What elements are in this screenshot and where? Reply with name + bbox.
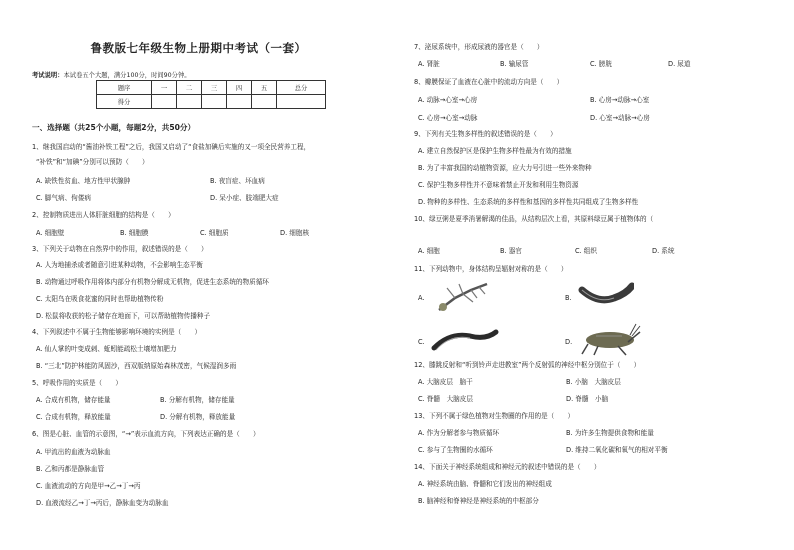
option-b: B. 为许多生物提供食物和能量 [566,429,654,437]
option-d: D. 呆小症、肢端肥大症 [210,194,279,202]
table-cell: 五 [252,81,277,95]
option-c: C. 血液流动的方向是甲→乙→丁→丙 [36,482,141,490]
option-c: C. 太阳鸟在吸食花蜜的同时也帮助植物传粉 [36,295,164,303]
table-cell: 得分 [97,95,152,109]
option-b: B. [565,294,572,302]
option-b: B. 分解有机物，储存能量 [160,396,235,404]
table-cell: 一 [152,81,177,95]
option-c: C. 脚气病、佝偻病 [36,194,91,202]
option-d: D. 尿道 [668,60,691,68]
option-a: A. 建立自然保护区是保护生物多样性最为有效的措施 [418,147,572,155]
exam-title: 鲁教版七年级生物上册期中考试（一套） [90,41,307,55]
question-1: 1、继我国启动的“酱油补铁工程”之后，我国又启动了“食盐加碘后实施的又一项全民营养工程， [32,143,311,151]
option-a: A. 细胞壁 [36,229,65,237]
table-cell [177,95,202,109]
earthworm-image [430,326,500,354]
option-a: A. 大脑皮层 脑干 [418,378,473,386]
option-b: B. “三北”防护林能防风固沙，西双版纳原始森林茂密，气候湿润多雨 [36,362,237,370]
option-c: C. 脊髓 大脑皮层 [418,395,473,403]
exam-note [32,70,191,79]
question-1-cont: “补铁”和“加碘”分别可以预防（ ） [36,158,149,166]
table-cell [277,95,326,109]
grasshopper-image [578,322,644,356]
question-10: 10、绿豆粥是夏季消暑解渴的佳品，从结构层次上看，其原料绿豆属于植物体的（ [414,215,654,223]
option-d: D. 维持二氧化碳和氧气的相对平衡 [566,446,668,454]
question-8: 8、瓣膜保证了血液在心脏中的流动方向是（ ） [414,78,564,86]
option-d: D. 心室→动脉→心房 [590,114,650,122]
option-c: C. 参与了生物圈的水循环 [418,446,493,454]
question-2: 2、控制物质进出人体肝脏细胞的结构是（ ） [32,211,175,219]
option-a: A. 合成有机物，储存能量 [36,396,111,404]
option-a: A. 仙人掌的叶变成刺、蚯蚓能疏松土壤增加肥力 [36,345,177,353]
option-d: D. 血液流经乙→丁→丙后，静脉血变为动脉血 [36,499,169,507]
option-b: B. 动物通过呼吸作用将体内部分有机物分解成无机物，促进生态系统的物质循环 [36,278,269,286]
question-5: 5、呼吸作用的实质是（ ） [32,379,122,387]
option-c: C. 膀胱 [590,60,612,68]
table-row [97,81,326,95]
option-d: D. 细胞核 [280,229,310,237]
score-table [96,80,326,109]
note-text: 本试卷五个大题，满分100分，时间90分钟。 [63,72,191,79]
option-d: D. 脊髓 小脑 [566,395,609,403]
question-12: 12、膝跳反射和“听到铃声走进教室”两个反射弧的神经中枢分别位于（ ） [414,361,641,369]
section-heading: 一、选择题（共25个小题，每题2分，共50分） [32,123,196,132]
table-cell: 题序 [97,81,152,95]
option-b: B. 脑神经和脊神经是神经系统的中枢部分 [418,497,539,505]
option-c: C. 组织 [575,247,597,255]
option-c: C. 合成有机物，释放能量 [36,413,111,421]
option-a: A. 缺铁性贫血、地方性甲状腺肿 [36,177,131,185]
option-a: A. 动脉→心室→心房 [418,96,478,104]
option-a: A. 肾脏 [418,60,440,68]
option-b: B. 为了丰富我国的动植物资源，应大力号引进一些外来物种 [418,164,592,172]
question-9: 9、下列有关生物多样性的叙述错误的是（ ） [414,130,557,138]
table-cell: 总分 [277,81,326,95]
question-11: 11、下列动物中，身体结构呈辐射对称的是（ ） [414,265,568,273]
question-6: 6、图是心脏、血管的示意图，“→”表示血流方向，下列表达正确的是（ ） [32,430,260,438]
table-cell [152,95,177,109]
question-14: 14、下面关于神经系统组成和神经元的叙述中错误的是（ ） [414,463,601,471]
hydra-image [433,280,493,314]
option-d: D. 分解有机物，释放能量 [160,413,236,421]
option-a: A. 神经系统由脑、脊髓和它们发出的神经组成 [418,480,552,488]
option-a: A. 人为地捕杀或者随意引进某种动物，不会影响生态平衡 [36,261,203,269]
option-d: D. 系统 [652,247,675,255]
option-b: B. 小脑 大脑皮层 [566,378,621,386]
option-c: C. 细胞质 [200,229,229,237]
option-b: B. 乙和丙都是静脉血管 [36,465,105,473]
option-d: D. [565,338,573,346]
table-cell [227,95,252,109]
worm-image [578,282,634,310]
option-b: B. 器官 [500,247,522,255]
question-13: 13、下列不属于绿色植物对生物圈的作用的是（ ） [414,412,575,420]
note-label: 考试说明： [32,72,64,79]
question-4: 4、下列叙述中不属于生物能够影响环境的实例是（ ） [32,328,202,336]
table-cell: 二 [177,81,202,95]
option-b: B. 输尿管 [500,60,529,68]
table-cell [202,95,227,109]
option-d: D. 物种的多样性、生态系统的多样性和基因的多样性共同组成了生物多样性 [418,198,639,206]
option-a: A. 作为分解者参与物质循环 [418,429,500,437]
question-3: 3、下列关于动物在自然界中的作用，叙述错误的是（ ） [32,245,208,253]
table-row [97,95,326,109]
table-cell: 四 [227,81,252,95]
table-cell: 三 [202,81,227,95]
option-b: B. 细胞膜 [120,229,149,237]
option-c: C. [418,338,425,346]
question-7: 7、泌尿系统中，形成尿液的器官是（ ） [414,43,544,51]
option-a: A. 细胞 [418,247,440,255]
option-c: C. 心房→心室→动脉 [418,114,478,122]
option-b: B. 心房→动脉→心室 [590,96,650,104]
table-cell [252,95,277,109]
option-a: A. 甲流出的血液为动脉血 [36,448,111,456]
option-c: C. 保护生物多样性并不意味着禁止开发和利用生物资源 [418,181,579,189]
option-a: A. [418,294,425,302]
option-d: D. 松鼠将收获的松子储存在地面下，可以帮助植物传播种子 [36,312,211,320]
option-b: B. 夜盲症、坏血病 [210,177,265,185]
